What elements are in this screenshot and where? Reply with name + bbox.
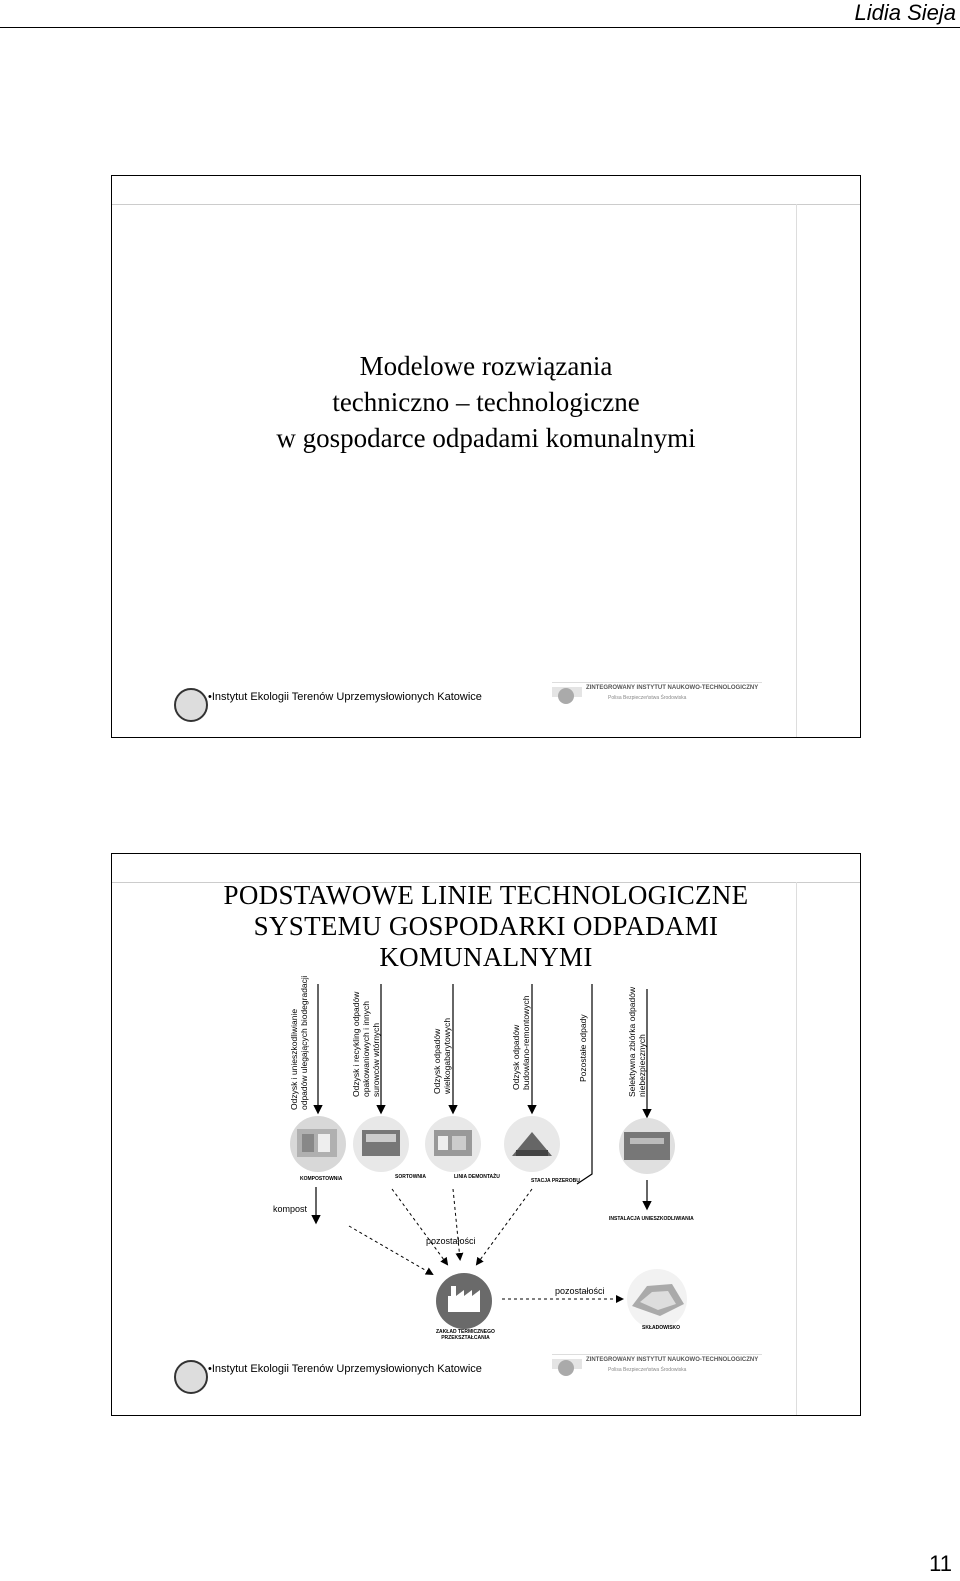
caption-sortownia: SORTOWNIA (395, 1174, 427, 1180)
column-label-3: Odzysk odpadów wielkogabarytowych (432, 1017, 452, 1094)
dismantling-line-image (425, 1116, 481, 1172)
institute-emblem-icon (174, 1360, 208, 1394)
dashed-arrow-3 (453, 1189, 460, 1259)
caption-skladowisko: SKŁADOWISKO (642, 1325, 681, 1331)
sorting-plant-image (353, 1116, 409, 1172)
slide-1 (111, 175, 861, 738)
caption-stacja-przerobu: STACJA PRZEROBU (531, 1178, 580, 1184)
page-number: 11 (929, 1551, 952, 1576)
label-pozostalosci-1: pozostałości (426, 1236, 476, 1246)
compost-plant-image (290, 1116, 346, 1172)
column-label-6: Selektywna zbiórka odpadów niebezpiecznych (627, 986, 647, 1097)
column-label-2: Odzysk i recykling odpadów opakowaniowych i innych surowców wtórnych (351, 991, 381, 1097)
column-label-4: Odzysk odpadów budowlano-remontowych (511, 995, 531, 1090)
header-rule (0, 27, 960, 28)
author-name: Lidia Sieja (854, 0, 956, 25)
institute-emblem-icon (174, 688, 208, 722)
caption-kompostownia: KOMPOSTOWNIA (300, 1176, 343, 1182)
dashed-arrow-1 (349, 1226, 432, 1274)
slide-2 (111, 853, 861, 1416)
slide-2-title: PODSTAWOWE LINIE TECHNOLOGICZNE SYSTEMU GOSPODARKI ODPADAMI KOMUNALNYMI (223, 880, 749, 972)
slide-1-title: Modelowe rozwiązania techniczno – technologiczne w gospodarce odpadami komunalnymi (276, 351, 696, 453)
label-pozostalosci-2: pozostałości (555, 1286, 605, 1296)
slide-2-footer: •Instytut Ekologii Terenów Uprzemysłowionych Katowice (208, 1363, 482, 1375)
caption-instalacja: INSTALACJA UNIESZKODLIWIANIA (609, 1216, 694, 1222)
label-kompost: kompost (273, 1204, 308, 1214)
slide-1-footer: •Instytut Ekologii Terenów Uprzemysłowionych Katowice (208, 691, 482, 703)
hazardous-plant-image (619, 1118, 675, 1174)
zit-logo: ZINTEGROWANY INSTYTUT NAUKOWO-TECHNOLOGICZNY Polisa Bezpieczeństwa Środowiska (552, 1354, 762, 1382)
dashed-arrow-2 (392, 1189, 447, 1264)
column-label-5: Pozostałe odpady (578, 1014, 588, 1082)
dashed-arrow-4 (477, 1189, 532, 1264)
column-label-1: Odzysk i unieszkodliwianie odpadów ulegających biodegradacji (289, 975, 309, 1110)
landfill-image (627, 1269, 687, 1329)
caption-linia-demontazu: LINIA DEMONTAŻU (454, 1174, 500, 1180)
zit-logo: ZINTEGROWANY INSTYTUT NAUKOWO-TECHNOLOGICZNY Polisa Bezpieczeństwa Środowiska (552, 682, 762, 710)
processing-station-image (504, 1116, 560, 1172)
factory-icon (436, 1273, 492, 1329)
caption-zaklad: ZAKŁAD TERMICZNEGO PRZEKSZTAŁCANIA (436, 1329, 495, 1341)
